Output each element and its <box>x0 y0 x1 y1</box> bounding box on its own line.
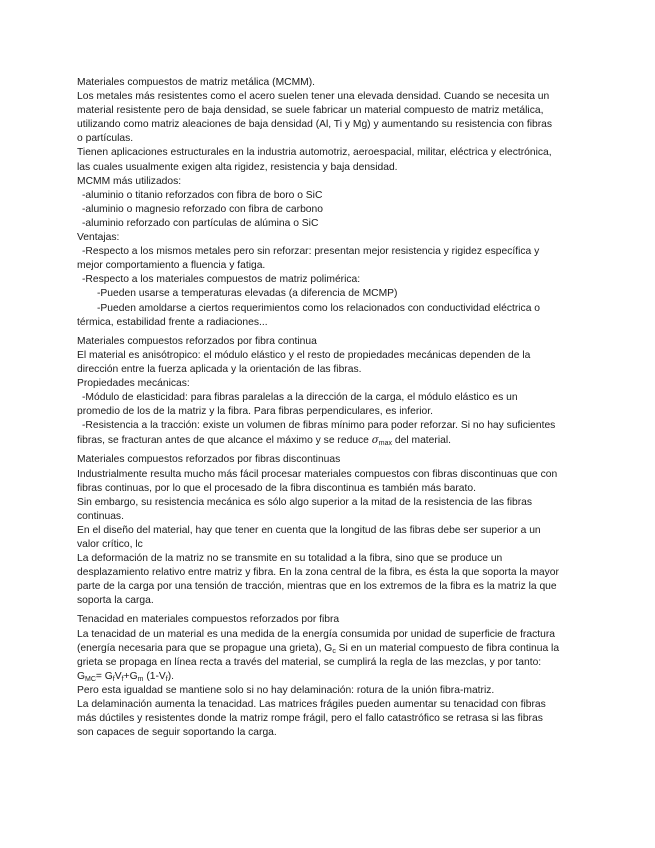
paragraph-line: parte de la carga por una tensión de tracción, mientras que en los extremos de la fibra es la matriz la que <box>77 581 557 593</box>
paragraph-line: más dúctiles y resistentes donde la matriz rompe frágil, pero el fallo catastrófico se retrasa si las fibras <box>77 713 543 725</box>
paragraph-line: grieta se propaga en línea recta a través del material, se cumplirá la regla de las mezclas, y por tanto: <box>77 656 542 668</box>
section-heading: Materiales compuestos reforzados por fibras discontinuas <box>77 454 341 466</box>
paragraph-line: mejor comportamiento a fluencia y fatiga. <box>77 260 266 272</box>
paragraph-line: El material es anisótropico: el módulo elástico y el resto de propiedades mecánicas dependen de la <box>77 349 531 361</box>
paragraph-line: Sin embargo, su resistencia mecánica es sólo algo superior a la mitad de la resistencia de las fibras <box>77 496 533 508</box>
sub-list-item: -Pueden usarse a temperaturas elevadas (a diferencia de MCMP) <box>97 288 398 300</box>
section-mcmm <box>77 76 582 330</box>
paragraph-line: material resistente pero de baja densidad, se suele fabricar un material compuesto de matriz metálica, <box>77 105 544 117</box>
paragraph-line: o partículas. <box>77 133 134 145</box>
paragraph-line: dirección entre la fuerza aplicada y la orientación de las fibras. <box>77 363 362 375</box>
formula-line: $G_{MC}= G_fV_f+G_m$ $(1-V_f)$. <box>77 670 175 683</box>
list-item: -Respecto a los mismos metales pero sin reforzar: presentan mejor resistencia y rigidez específica y <box>82 246 540 258</box>
paragraph-line: continuas. <box>77 510 124 522</box>
section-tenacidad <box>77 613 582 740</box>
paragraph-line: Industrialmente resulta mucho más fácil procesar materiales compuestos con fibras discontinuas que con <box>77 468 558 480</box>
paragraph-line: soporta la carga. <box>77 595 154 607</box>
paragraph-line: térmica, estabilidad frente a radiaciones... <box>77 316 268 328</box>
section-fibras-discontinuas <box>77 453 582 608</box>
list-item: -aluminio o magnesio reforzado con fibra de carbono <box>82 203 323 215</box>
paragraph-line: son capaces de seguir soportando la carga. <box>77 727 277 739</box>
paragraph-line: utilizando como matriz aleaciones de baja densidad (Al, Ti y Mg) y aumentando su resistencia con fibras <box>77 119 553 131</box>
list-item: -Resistencia a la tracción: existe un volumen de fibras mínimo para poder reforzar. Si no hay suficientes <box>82 420 556 432</box>
paragraph-line: Los metales más resistentes como el acero suelen tener una elevada densidad. Cuando se necesita un <box>77 91 550 103</box>
paragraph-line: desplazamiento relativo entre matriz y fibra. En la zona central de la fibra, es ésta la que soporta la mayor <box>77 567 559 579</box>
sub-list-item: -Pueden amoldarse a ciertos requerimientos como los relacionados con conductividad eléctrica o <box>97 302 541 314</box>
paragraph-line: las cuales usualmente exigen alta rigidez, resistencia y baja densidad. <box>77 161 398 173</box>
paragraph-line: fibras continuas, por lo que el procesado de la fibra discontinua es también más barato. <box>77 482 476 494</box>
paragraph-line: La delaminación aumenta la tenacidad. Las matrices frágiles pueden aumentar su tenacidad con fibras <box>77 699 546 711</box>
paragraph-line: La tenacidad de un material es una medida de la energía consumida por unidad de superficie de fractura <box>77 628 555 640</box>
section-fibra-continua <box>77 335 582 449</box>
list-item: -Módulo de elasticidad: para fibras paralelas a la dirección de la carga, el módulo elástico es un <box>82 392 518 404</box>
list-heading: MCMM más utilizados: <box>77 175 182 187</box>
list-item: -aluminio o titanio reforzados con fibra de boro o SiC <box>82 189 323 201</box>
paragraph-line: promedio de los de la matriz y la fibra. Para fibras perpendiculares, es inferior. <box>77 406 433 418</box>
paragraph-line: Pero esta igualdad se mantiene solo si no hay delaminación: rotura de la unión fibra-matriz. <box>77 684 495 696</box>
document-body <box>77 76 582 740</box>
section-heading: Materiales compuestos reforzados por fibra continua <box>77 335 317 347</box>
list-heading: Ventajas: <box>77 232 120 244</box>
list-item: -Respecto a los materiales compuestos de matriz polimérica: <box>82 274 361 286</box>
paragraph-line: En el diseño del material, hay que tener en cuenta que la longitud de las fibras debe ser superior a un <box>77 524 541 536</box>
paragraph-line: La deformación de la matriz no se transmite en su totalidad a la fibra, sino que se produce un <box>77 553 503 565</box>
paragraph-line: (energía necesaria para que se propague una grieta), $G_c$ Si en un material compuesto de fibra continua la <box>77 642 560 655</box>
section-heading: Tenacidad en materiales compuestos reforzados por fibra <box>77 614 340 626</box>
list-item: -aluminio reforzado con partículas de alúmina o SiC <box>82 217 319 229</box>
section-heading: Materiales compuestos de matriz metálica (MCMM). <box>77 77 316 88</box>
paragraph-line: Tienen aplicaciones estructurales en la industria automotriz, aeroespacial, militar, eléctrica y electrónica, <box>77 147 552 159</box>
list-heading: Propiedades mecánicas: <box>77 377 190 389</box>
paragraph-line: valor crítico, lc <box>77 539 143 550</box>
paragraph-line: fibras, se fracturan antes de que alcance el máximo y se reduce $\sigma_{max}$ del material. <box>77 434 451 448</box>
